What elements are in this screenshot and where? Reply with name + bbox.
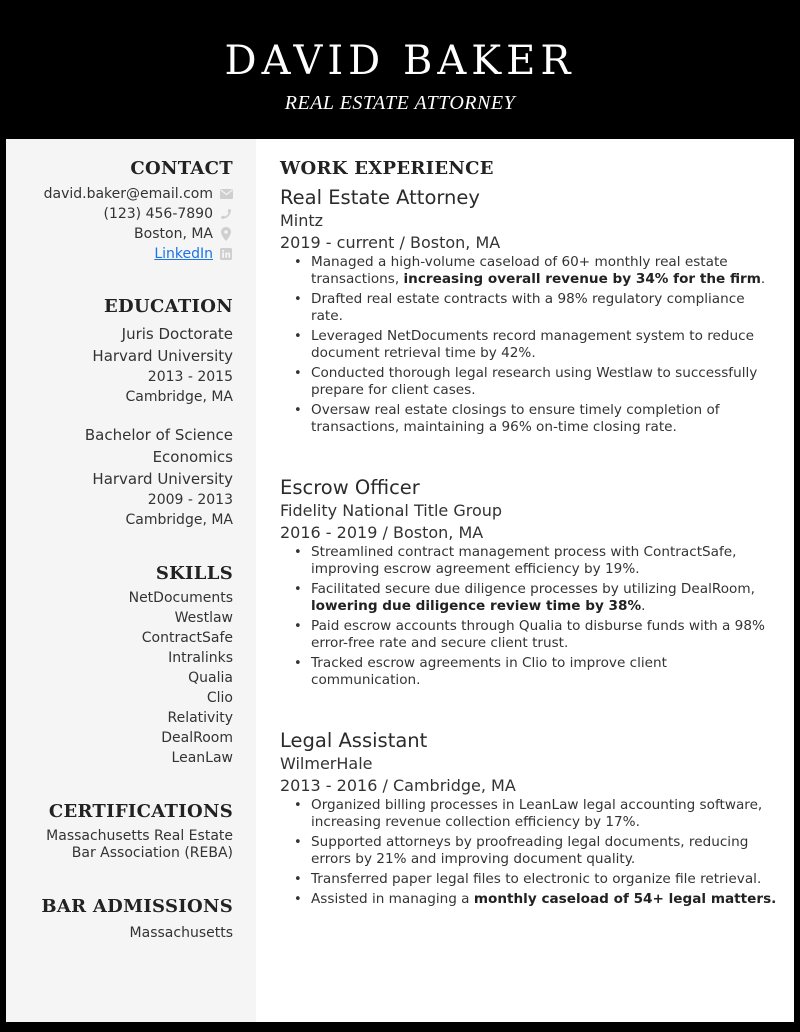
- job-dates: 2019 - current: [280, 233, 395, 252]
- job-bullets: [294, 797, 780, 908]
- degree: Bachelor of Science: [84, 426, 233, 444]
- candidate-title: REAL ESTATE ATTORNEY: [284, 92, 516, 114]
- field: Economics: [152, 448, 233, 466]
- skill-item: Clio: [206, 690, 233, 706]
- bullet: • Managed a high-volume caseload of 60+ monthly real estate transactions, increasing overall revenue by 34% for the firm.: [294, 254, 780, 288]
- certifications-section: [3, 801, 233, 862]
- certification-line-1: Massachusetts Real Estate: [46, 828, 233, 844]
- contact-section: [13, 158, 233, 264]
- job-dates: 2013 - 2016: [280, 776, 378, 795]
- sidebar: [6, 139, 256, 1022]
- resume-header: [0, 0, 800, 139]
- contact-heading: CONTACT: [130, 158, 233, 179]
- bullet: • Transferred paper legal files to electronic to organize file retrieval.: [294, 871, 780, 888]
- bullet: • Assisted in managing a monthly caseload of 54+ legal matters.: [294, 891, 780, 908]
- skill-item: ContractSafe: [141, 630, 233, 646]
- skills-section: [13, 563, 233, 768]
- school: Harvard University: [92, 347, 233, 365]
- job-title: Legal Assistant: [280, 729, 428, 752]
- contact-email: [13, 184, 233, 204]
- skill-item: Relativity: [167, 710, 233, 726]
- bullet: • Conducted thorough legal research using Westlaw to successfully prepare for client cases.: [294, 365, 780, 399]
- separator: /: [382, 523, 388, 542]
- resume-body: [6, 139, 794, 1022]
- skill-item: Qualia: [188, 670, 233, 686]
- company-name: Mintz: [280, 211, 324, 230]
- bullet: • Drafted real estate contracts with a 98% regulatory compliance rate.: [294, 291, 780, 325]
- bar-admission-state: Massachusetts: [129, 925, 233, 941]
- bullet: • Supported attorneys by proofreading legal documents, reducing errors by 21% and improving document quality.: [294, 834, 780, 868]
- skill-item: LeanLaw: [171, 750, 233, 766]
- years: 2009 - 2013: [147, 492, 233, 508]
- company-name: Fidelity National Title Group: [280, 501, 503, 520]
- location-text: Boston, MA: [134, 226, 213, 242]
- skill-item: DealRoom: [161, 730, 233, 746]
- bullet: • Tracked escrow agreements in Clio to improve client communication.: [294, 655, 780, 689]
- degree: Juris Doctorate: [121, 325, 233, 343]
- job-title: Escrow Officer: [280, 476, 420, 499]
- job-entry-2: [280, 476, 780, 692]
- bullet: • Paid escrow accounts through Qualia to disburse funds with a 98% error-free rate and secure client trust.: [294, 618, 780, 652]
- contact-location: [13, 224, 233, 244]
- skill-item: Westlaw: [174, 610, 233, 626]
- job-bullets: [294, 254, 780, 436]
- job-dates-location: [280, 522, 780, 544]
- location: Cambridge, MA: [125, 512, 233, 528]
- job-title: Real Estate Attorney: [280, 186, 480, 209]
- separator: /: [399, 233, 405, 252]
- skill-item: NetDocuments: [128, 590, 233, 606]
- job-dates: 2016 - 2019: [280, 523, 378, 542]
- bullet: • Facilitated secure due diligence processes by utilizing DealRoom, lowering due diligence review time by 38%.: [294, 581, 780, 615]
- separator: /: [382, 776, 388, 795]
- candidate-name: DAVID BAKER: [224, 38, 576, 84]
- envelope-icon: [219, 187, 233, 201]
- certification-line-2: Bar Association (REBA): [71, 845, 233, 861]
- bullet: • Streamlined contract management process with ContractSafe, improving escrow agreement efficiency by 19%.: [294, 544, 780, 578]
- skill-item: Intralinks: [168, 650, 233, 666]
- bullet: • Oversaw real estate closings to ensure timely completion of transactions, maintaining a 96% on-time closing rate.: [294, 402, 780, 436]
- bullet: • Leveraged NetDocuments record management system to reduce document retrieval time by 42%.: [294, 328, 780, 362]
- years: 2013 - 2015: [147, 369, 233, 385]
- school: Harvard University: [92, 470, 233, 488]
- bar-admissions-section: [3, 896, 233, 943]
- company-name: WilmerHale: [280, 754, 373, 773]
- education-entry-2: [3, 424, 233, 530]
- education-section: [3, 296, 233, 530]
- linkedin-icon[interactable]: [219, 247, 233, 261]
- job-location: Boston, MA: [409, 233, 501, 252]
- bullet: • Organized billing processes in LeanLaw legal accounting software, increasing revenue collection efficiency by 17%.: [294, 797, 780, 831]
- contact-linkedin: [13, 244, 233, 264]
- bar-admissions-heading: BAR ADMISSIONS: [41, 896, 233, 917]
- work-experience-heading: WORK EXPERIENCE: [280, 158, 494, 179]
- education-entry-1: [3, 323, 233, 407]
- skills-heading: SKILLS: [155, 563, 233, 584]
- email-text: david.baker@email.com: [43, 186, 213, 202]
- education-heading: EDUCATION: [104, 296, 233, 317]
- linkedin-link[interactable]: LinkedIn: [154, 246, 213, 262]
- contact-phone: [13, 204, 233, 224]
- map-pin-icon: [219, 227, 233, 241]
- location: Cambridge, MA: [125, 389, 233, 405]
- certifications-heading: CERTIFICATIONS: [48, 801, 233, 822]
- job-dates-location: [280, 232, 780, 254]
- job-location: Cambridge, MA: [392, 776, 516, 795]
- job-dates-location: [280, 775, 780, 797]
- job-bullets: [294, 544, 780, 689]
- job-location: Boston, MA: [392, 523, 484, 542]
- job-entry-3: [280, 729, 780, 911]
- job-entry-1: [280, 186, 780, 439]
- main-content: [256, 139, 794, 1022]
- phone-icon: [219, 207, 233, 221]
- phone-text: (123) 456-7890: [103, 206, 213, 222]
